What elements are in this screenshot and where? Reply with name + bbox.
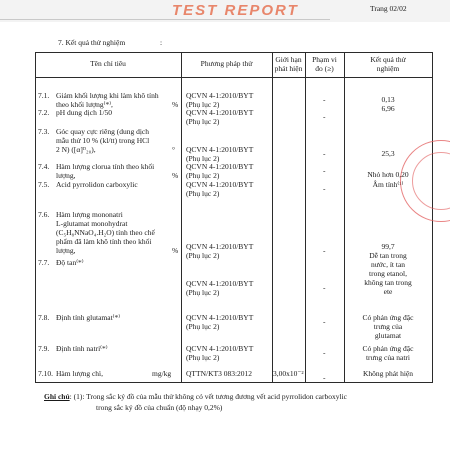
row-number: 7.5. xyxy=(38,180,50,189)
table-bottom-border xyxy=(35,382,433,383)
row-result-line: 25,3 xyxy=(381,149,395,158)
row-lod: 3,00x10⁻² xyxy=(273,369,304,378)
row-range: - xyxy=(323,317,326,326)
row-method-line: QCVN 4-1:2010/BYT xyxy=(186,145,254,154)
header-result-line1: Kết quả thử xyxy=(370,55,406,64)
row-name-line: mẫu thử 10 % (kl/tt) trong HCl xyxy=(56,136,150,145)
row-name-line: lượng, xyxy=(56,171,76,180)
row-name-line: Độ tan⁽*⁾ xyxy=(56,258,84,267)
row-result-line: 99,7 xyxy=(381,242,395,251)
table-header-border xyxy=(35,77,433,78)
row-number: 7.2. xyxy=(38,108,50,117)
row-name-line: L-glutamat monohydrat xyxy=(56,219,128,228)
header-lod-line1: Giới hạn xyxy=(275,55,302,64)
row-name-line: Giảm khối lượng khi làm khô tính xyxy=(56,91,159,100)
table-left-border xyxy=(35,52,36,383)
section-colon: : xyxy=(160,38,163,47)
row-range: - xyxy=(323,166,326,175)
row-result-line: Âm tính⁽¹⁾ xyxy=(372,180,404,189)
header-rule xyxy=(0,19,330,20)
row-result-line: Nhỏ hơn 0,20 xyxy=(367,170,409,179)
row-method-line: QCVN 4-1:2010/BYT xyxy=(186,108,254,117)
header-range-line1: Phạm vi xyxy=(312,55,337,64)
row-number: 7.9. xyxy=(38,344,50,353)
row-method-line: (Phụ lục 2) xyxy=(186,251,220,260)
note-text: : (1): Trong sắc ký đồ của mẫu thử không có vết tương đương vết acid pyrrolidon carboxylic xyxy=(69,392,348,401)
row-number: 7.3. xyxy=(38,127,50,136)
row-name-line: Acid pyrrolidon carboxylic xyxy=(56,180,138,189)
row-result-line: 0,13 xyxy=(381,95,395,104)
row-number: 7.7. xyxy=(38,258,50,267)
row-method-line: QCVN 4-1:2010/BYT xyxy=(186,162,254,171)
note-line-2: trong sắc ký đồ của chuẩn (độ nhạy 0,2%) xyxy=(96,403,223,412)
row-result-line: nước, ít tan xyxy=(370,260,406,269)
row-method-line: QCVN 4-1:2010/BYT xyxy=(186,313,254,322)
row-name-line: lượng, xyxy=(56,246,76,255)
row-unit: ° xyxy=(172,145,175,154)
report-title: TEST REPORT xyxy=(172,2,299,19)
row-result-line: Có phản ứng đặc xyxy=(362,313,414,322)
header-result-line2: nghiệm xyxy=(376,64,400,73)
row-range: - xyxy=(323,184,326,193)
row-name-line: Hàm lượng chì, xyxy=(56,369,103,378)
row-method-line: (Phụ lục 2) xyxy=(186,100,220,109)
row-result-line: trưng của natri xyxy=(365,353,411,362)
row-method-line: QCVN 4-1:2010/BYT xyxy=(186,279,254,288)
row-range: - xyxy=(323,348,326,357)
row-method-line: (Phụ lục 2) xyxy=(186,154,220,163)
row-range: - xyxy=(323,246,326,255)
row-result-line: Có phản ứng đặc xyxy=(362,344,414,353)
row-method-line: (Phụ lục 2) xyxy=(186,171,220,180)
row-number: 7.1. xyxy=(38,91,50,100)
row-result-line: trong etanol, xyxy=(369,269,407,278)
row-name-line: Định tính glutamat⁽*⁾ xyxy=(56,313,121,322)
row-method-line: (Phụ lục 2) xyxy=(186,189,220,198)
row-method-line: QCVN 4-1:2010/BYT xyxy=(186,344,254,353)
row-method-line: (Phụ lục 2) xyxy=(186,288,220,297)
row-name-line: (C₅H₈NNaO₄.H₂O) tính theo chế xyxy=(56,228,155,237)
row-result-line: Dễ tan trong xyxy=(369,251,407,260)
row-range: - xyxy=(323,112,326,121)
row-method-line: (Phụ lục 2) xyxy=(186,353,220,362)
note-line-1 xyxy=(44,392,347,401)
row-result-line: không tan trong xyxy=(364,278,412,287)
page-number: Trang 02/02 xyxy=(370,4,407,13)
row-result-line: glutamat xyxy=(374,331,402,340)
row-method-line: QTTN/KT3 083:2012 xyxy=(186,369,253,378)
header-method: Phương pháp thử xyxy=(200,59,253,68)
column-divider xyxy=(181,52,182,383)
row-unit: % xyxy=(172,100,179,109)
row-name-line: Hàm lượng clorua tính theo khối xyxy=(56,162,155,171)
row-name-line: phẩm đã làm khô tính theo khối xyxy=(56,237,152,246)
row-name-line: Hàm lượng mononatri xyxy=(56,210,123,219)
row-unit: % xyxy=(172,171,179,180)
row-range: - xyxy=(323,95,326,104)
row-range: - xyxy=(323,283,326,292)
row-result-line: 6,96 xyxy=(381,104,395,113)
header-lod-line2: phát hiện xyxy=(274,64,303,73)
row-method-line: QCVN 4-1:2010/BYT xyxy=(186,91,254,100)
row-number: 7.4. xyxy=(38,162,50,171)
row-method-line: QCVN 4-1:2010/BYT xyxy=(186,242,254,251)
section-title: 7. Kết quả thử nghiệm xyxy=(58,38,126,47)
row-name-line: theo khối lượng⁽*⁾, xyxy=(56,100,113,109)
row-range: - xyxy=(323,149,326,158)
column-divider xyxy=(305,52,306,383)
row-range: - xyxy=(323,373,326,382)
row-name-line: Định tính natri⁽*⁾ xyxy=(56,344,108,353)
row-result-line: ete xyxy=(383,287,393,296)
row-name-line: pH dung dịch 1/50 xyxy=(56,108,113,117)
table-top-border xyxy=(35,52,433,53)
column-divider xyxy=(272,52,273,383)
row-number: 7.8. xyxy=(38,313,50,322)
row-result-line: Không phát hiện xyxy=(363,369,413,378)
row-unit: % xyxy=(172,246,179,255)
header-name: Tên chỉ tiêu xyxy=(90,59,126,68)
note-label: Ghi chú xyxy=(44,392,70,401)
row-number: 7.6. xyxy=(38,210,50,219)
header-range-line2: đo (≥) xyxy=(315,64,334,73)
row-method-line: QCVN 4-1:2010/BYT xyxy=(186,180,254,189)
row-name-line: 2 N) ([α]ᴰ₂₀), xyxy=(56,145,96,154)
row-name-line: Góc quay cực riêng (dung dịch xyxy=(56,127,149,136)
row-method-line: (Phụ lục 2) xyxy=(186,322,220,331)
row-method-line: (Phụ lục 2) xyxy=(186,117,220,126)
row-number: 7.10. xyxy=(38,369,53,378)
row-result-line: trưng của xyxy=(373,322,403,331)
row-unit: mg/kg xyxy=(152,369,172,378)
